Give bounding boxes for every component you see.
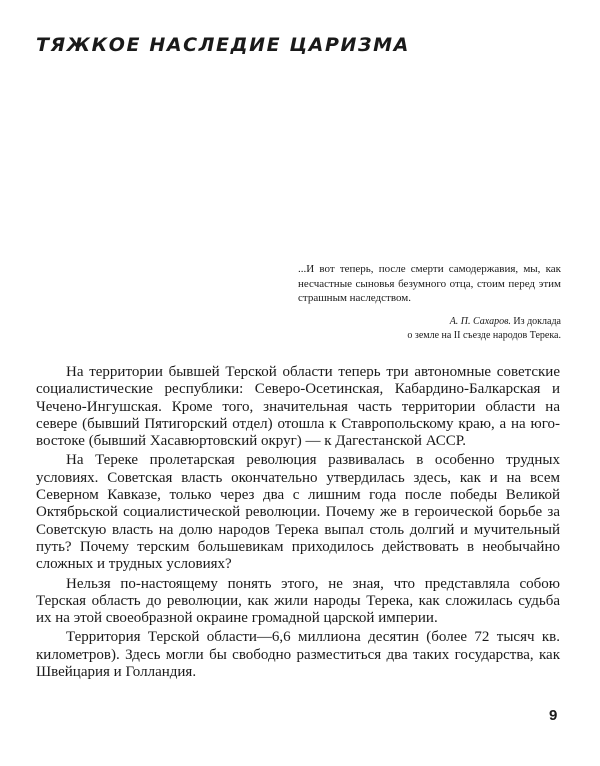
- epigraph-source: [298, 315, 561, 343]
- main-text: [36, 364, 560, 683]
- page-number: 9: [549, 707, 558, 724]
- epigraph-source-line2: о земле на II съезде народов Терека.: [407, 329, 561, 341]
- epigraph: [298, 262, 561, 343]
- epigraph-author: А. П. Сахаров.: [449, 315, 511, 327]
- epigraph-source-line1: Из доклада: [513, 315, 561, 327]
- paragraph-4: Территория Терской области—6,6 миллиона десятин (более 72 тысяч кв. километров). Здесь могли бы свободно разместиться два таких государства, как Швейцария и Голландия.: [36, 629, 560, 681]
- paragraph-3: Нельзя по-настоящему понять этого, не зная, что представляла собою Терская область до революции, как жили народы Терека, как сложилась судьба их на этой своеобразной окраине громадной царской империи.: [36, 575, 560, 627]
- paragraph-1: На территории бывшей Терской области теперь три автономные советские социалистические республики: Северо-Осетинская, Кабардино-Балкарская и Чечено-Ингушская. Кроме того, значительная часть территории области на севере (бывший Пятигорский отдел) отошла к Ставропольскому краю, а на юго-востоке (бывший Хасавюртовский округ) — к Дагестанской АССР.: [36, 364, 560, 450]
- paragraph-2: На Тереке пролетарская революция развивалась в особенно трудных условиях. Советская власть окончательно утвердилась здесь, как и на всем Северном Кавказе, только через два с лишним года после победы Великой Октябрьской социалистической революции. Почему же в героической борьбе за Советскую власть на долю народов Терека выпал столь долгий и мучительный путь? Почему терским большевикам приходилось действовать в необычайно сложных и трудных условиях?: [36, 452, 560, 573]
- epigraph-text: ...И вот теперь, после смерти самодержавия, мы, как несчастные сыновья безумного отца, стоим перед этим страшным наследством.: [298, 263, 561, 304]
- page-title: ТЯЖКОЕ НАСЛЕДИЕ ЦАРИЗМА: [36, 34, 410, 56]
